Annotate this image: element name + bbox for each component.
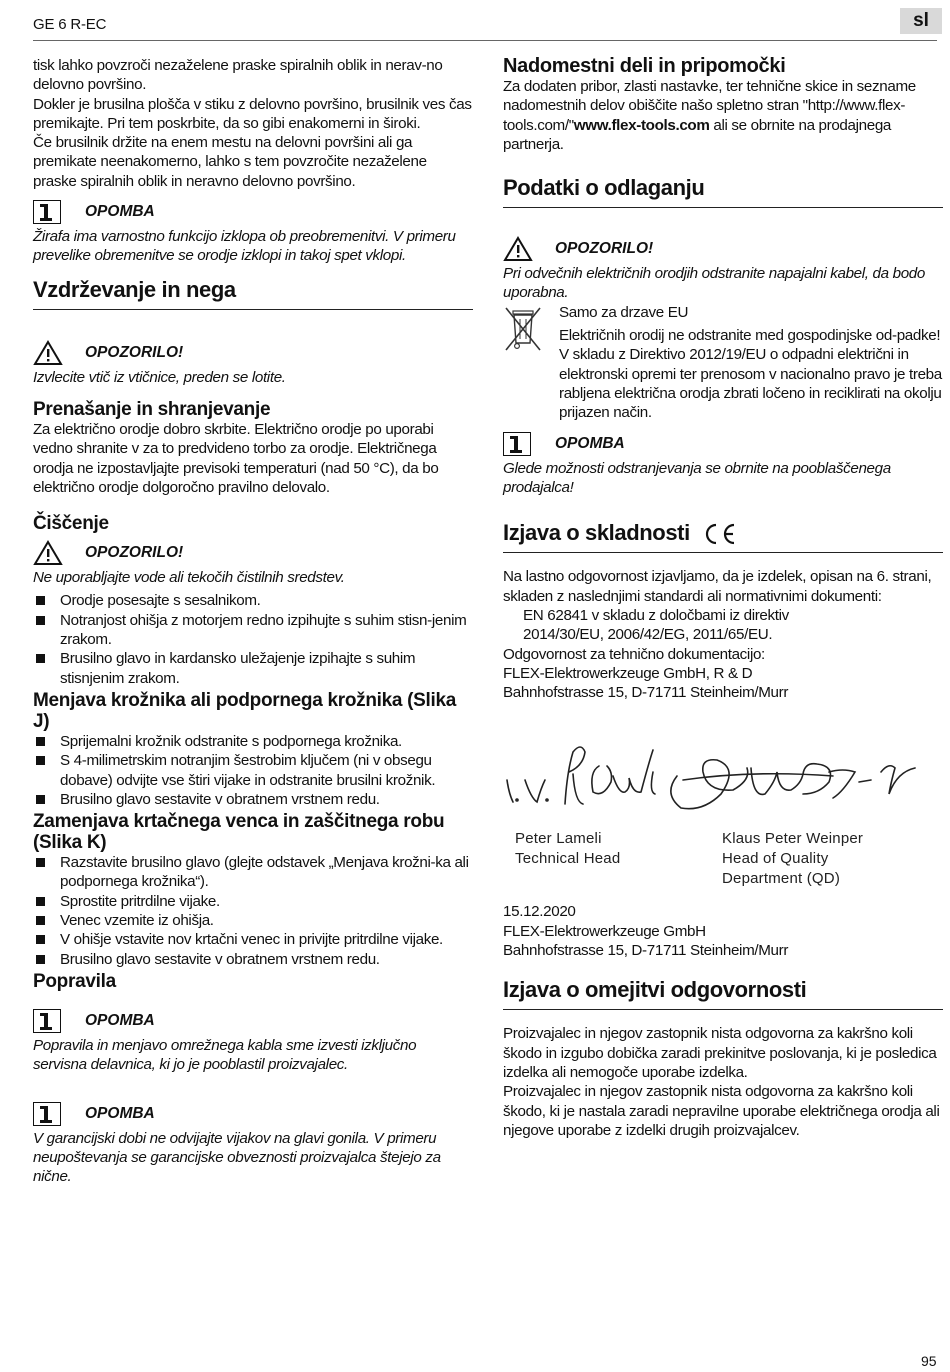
list-item: V ohišje vstavite nov krtačni venec in privijte pritrdilne vijake. [33,930,473,949]
subsection-title: Zamenjava krtačnega venca in zaščitnega robu (Slika K) [33,811,445,854]
conformity-line: Bahnhofstrasse 15, D-71711 Steinheim/Murr [503,684,789,702]
info-icon [33,200,61,224]
note-text: Žirafa ima varnostno funkcijo izklopa ob preobremenitvi. V primeru prevelike obremenitve se orodje izklopi in takoj spet vklopi. [33,228,456,265]
info-icon [33,1102,61,1126]
handwritten-signatures [503,732,933,822]
list-item: Razstavite brusilno glavo (glejte odstavek „Menjava krožni-ka ali podpornega krožnika“). [33,853,473,892]
note-label: OPOMBA [85,203,155,221]
sign-address: Bahnhofstrasse 15, D-71711 Steinheim/Murr [503,942,789,960]
signer-name: Peter Lameli [515,830,602,848]
signer-role: Department (QD) [722,870,841,888]
intro-paragraph: Če brusilnik držite na enem mestu na delovni površini ali ga premikate neenakomerno, lahko s tem povzročite nezaželene praske spiralnih oblik in neravno delovno površino. [33,134,427,190]
signature-block [503,902,943,960]
header-divider [33,40,937,41]
document-title: GE 6 R-EC [33,16,107,33]
transport-paragraph: Za električno orodje dobro skrbite. Električno orodje po uporabi vedno shranite v za to predvideno torbo za orodje. Električnega orodja ne izpostavljajte previsoki temperaturi (nad 50 °C), da bo električno orodje dolgoročno pravilno delovalo. [33,420,439,496]
list-item: Brusilno glavo in kardansko uležajenje izpihajte s suhim stisnjenim zrakom. [33,649,473,688]
note-text: Popravila in menjavo omrežnega kabla sme izvesti izključno servisna delavnica, ki jo je pooblastil proizvajalec. [33,1036,417,1074]
list-item: Notranjost ohišja z motorjem redno izpihujte s suhim stisn-jenim zrakom. [33,611,473,650]
note-label: OPOMBA [85,1011,155,1029]
weee-text: Električnih orodij ne odstranite med gospodinjske od-padke! [559,327,941,345]
list-item: S 4-milimetrskim notranjim šestrobim ključem (ni v obsegu dobave) odvijte vse štiri vijake in odstranite brusilni krožnik. [33,751,473,790]
list-item: Orodje posesajte s sesalnikom. [33,591,473,610]
page-number: 95 [921,1353,937,1369]
note-box [33,1099,473,1187]
parts-paragraph: Za dodaten pribor, zlasti nastavke, ter tehnične skice in sezname nadomestnih delov obiščite našo spletno stran "http://www.flex-tools.com/"www.flex-tools.com ali se obrnite na prodajnega partnerja. [503,78,916,153]
subsection-title: Nadomestni deli in pripomočki [503,55,786,77]
section-title: Vzdrževanje in nega [33,276,473,310]
left-column [33,56,473,1186]
conformity-line: Na lastno odgovornost izjavljamo, da je izdelek, opisan na 6. strani, skladen z naslednjimi standardi ali normativnimi dokumenti: [503,568,932,605]
signature-area [503,732,943,902]
section-title: Izjava o skladnosti [503,519,943,553]
signer-name: Klaus Peter Weinper [722,830,864,848]
list-item: Sprostite pritrdilne vijake. [33,892,473,911]
conformity-block [503,567,943,702]
warning-box [33,538,473,587]
warning-label: OPOZORILO! [85,544,184,562]
liability-block [503,1024,943,1140]
subsection-title: Prenašanje in shranjevanje [33,398,271,420]
note-label: OPOMBA [555,434,625,452]
right-column [503,56,943,1140]
subsection-title: Popravila [33,970,116,992]
conformity-line: EN 62841 v skladu z določbami iz direktiv [523,606,789,624]
language-badge: sl [900,8,942,34]
conformity-line: Odgovornost za tehnično dokumentacijo: [503,645,765,663]
list-item: Brusilno glavo sestavite v obratnem vrstnem redu. [33,950,473,969]
note-text: Glede možnosti odstranjevanja se obrnite na pooblaščenega prodajalca! [503,459,891,496]
brush-change-list [33,853,473,969]
weee-block [503,303,943,423]
warning-label: OPOZORILO! [555,240,654,258]
warning-icon [33,340,63,366]
list-item: Brusilno glavo sestavite v obratnem vrstnem redu. [33,790,473,809]
sign-date: 15.12.2020 [503,903,576,921]
section-title: Podatki o odlaganju [503,174,943,208]
sign-company: FLEX-Elektrowerkzeuge GmbH [503,922,706,940]
signer-role: Technical Head [515,850,621,868]
disc-change-list [33,732,473,809]
intro-paragraph: tisk lahko povzroči nezaželene praske spiralnih oblik in nerav-no delovno površino. [33,57,443,94]
note-label: OPOMBA [85,1104,155,1122]
subsection-title: Čiščenje [33,513,109,535]
conformity-line: FLEX-Elektrowerkzeuge GmbH, R & D [503,664,753,682]
note-box [33,1006,473,1075]
list-item: Venec vzemite iz ohišja. [33,911,473,930]
section-title: Izjava o omejitvi odgovornosti [503,976,943,1010]
subsection-title: Menjava krožnika ali podpornega krožnika (Slika J) [33,689,457,732]
warning-box [33,338,473,387]
warning-icon [503,236,533,262]
note-box [503,429,943,498]
warning-text: Pri odvečnih električnih orodjih odstranite napajalni kabel, da bodo uporabna. [503,265,925,302]
weee-text: Samo za drzave EU [559,303,689,321]
info-icon [33,1009,61,1033]
signer-role: Head of Quality [722,850,829,868]
crossed-bin-icon [503,305,543,353]
note-text: V garancijski dobi ne odvijajte vijakov na glavi gonila. V primeru neupoštevanja se garancijske obveznosti proizvajalca štejejo za nične. [33,1129,441,1186]
ce-mark-icon [702,522,738,546]
liability-paragraph: Proizvajalec in njegov zastopnik nista odgovorna za kakršno koli škodo, ki je nastala zaradi nepravilne uporabe električnega orodja ali njegove uporabe z izdelki drugih proizvajalcev. [503,1083,940,1139]
weee-text: V skladu z Direktivo 2012/19/EU o odpadni električni in elektronski opremi ter prenosom v nacionalno pravo je treba rabljena električna orodja zbrati ločeno in reciklirati na okolju prijazen način. [559,346,942,422]
list-item: Sprijemalni krožnik odstranite s podpornega krožnika. [33,732,473,751]
intro-paragraph: Dokler je brusilna plošča v stiku z delovno površino, brusilnik ves čas premikajte. Pri tem poskrbite, da so gibi enakomerni in široki. [33,95,472,132]
warning-box [503,234,943,303]
warning-text: Izvlecite vtič iz vtičnice, preden se lotite. [33,368,286,386]
website-link[interactable]: www.flex-tools.com [573,116,710,134]
warning-text: Ne uporabljajte vode ali tekočih čistilnih sredstev. [33,569,345,587]
warning-icon [33,540,63,566]
warning-label: OPOZORILO! [85,343,184,361]
cleaning-list [33,591,473,687]
note-box [33,197,473,266]
liability-paragraph: Proizvajalec in njegov zastopnik nista odgovorna za kakršno koli škodo in izgubo dobička zaradi prekinitve poslovanja, ki je posledica izdelka ali nemogoče uporabe izdelka. [503,1025,937,1081]
info-icon [503,432,531,456]
conformity-line: 2014/30/EU, 2006/42/EG, 2011/65/EU. [523,626,773,644]
